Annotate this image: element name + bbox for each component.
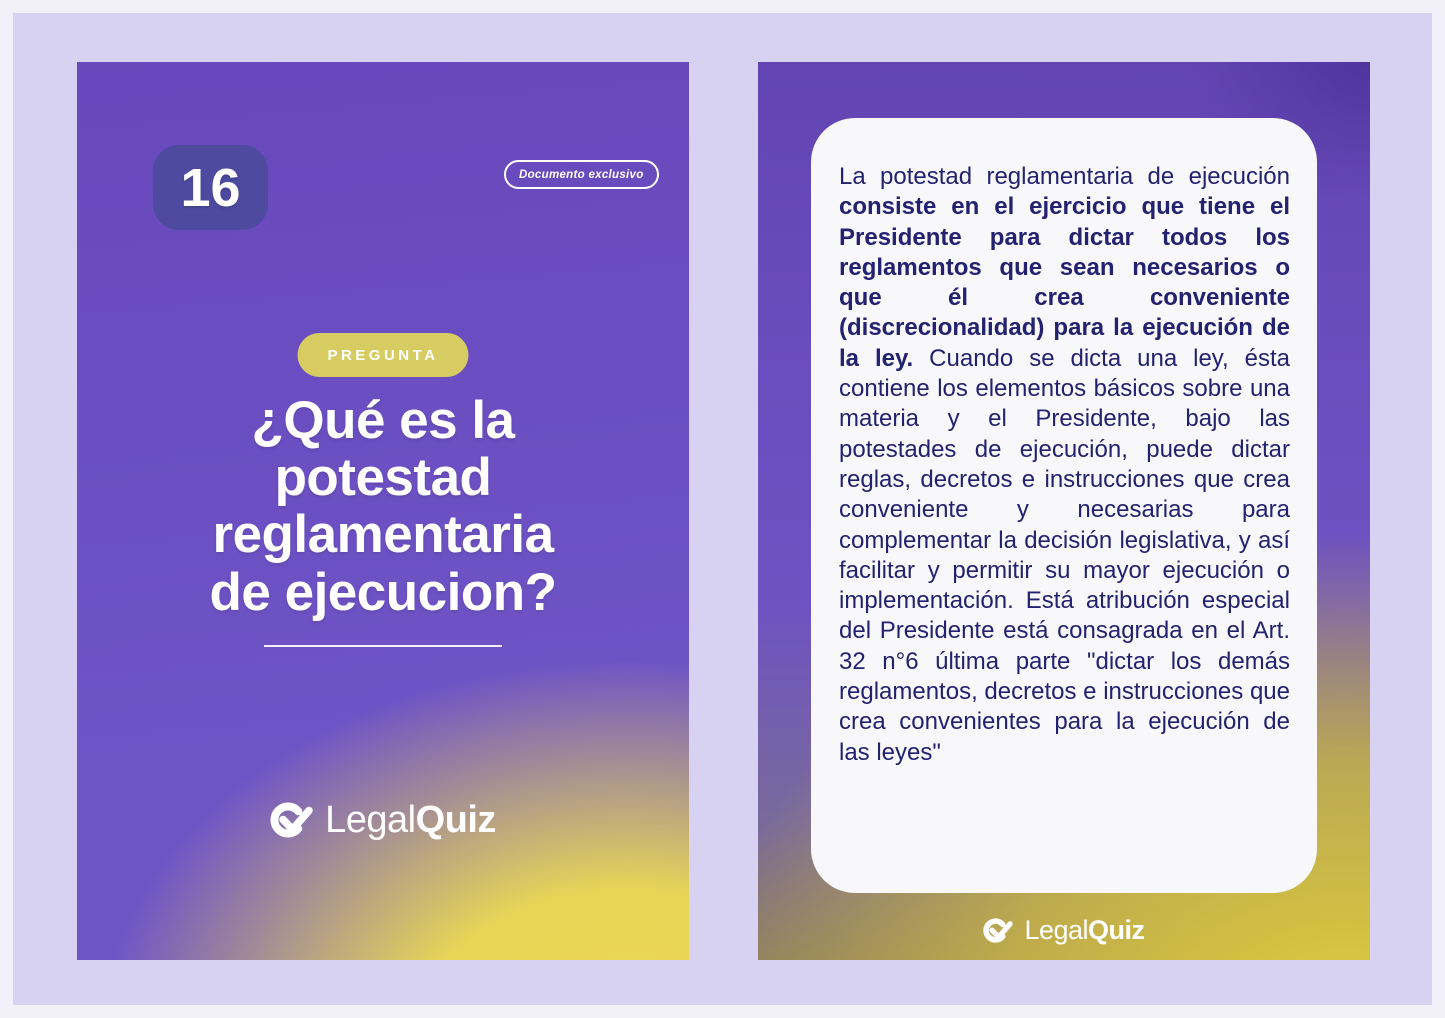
logo-quiz-text: Quiz [415, 798, 496, 841]
question-title-line: potestad [274, 448, 492, 508]
answer-sheet [811, 118, 1317, 893]
question-card [77, 62, 689, 960]
exclusive-badge-label: Documento exclusivo [519, 168, 644, 181]
question-title-line: de ejecucion? [209, 562, 557, 622]
legalquiz-checkmark-icon [983, 915, 1015, 946]
logo-legal-text: Legal [325, 798, 416, 841]
legalquiz-checkmark-icon [270, 798, 316, 842]
logo-legal-text: Legal [1024, 915, 1089, 945]
divider-line [264, 645, 502, 647]
answer-rest-text: Cuando se dicta una ley, ésta contiene los elementos básicos sobre una materia y el Presidente, bajo las potestades de ejecución, puede dictar reglas, decretos e instrucciones que crea conveniente y necesarias para complementar la decisión legislativa, y así facilitar y permitir su mayor ejecución o implementación. Está atribución especial del Presidente está consagrada en el Art. 32 n°6 última parte "dictar los demás reglamentos, decretos e instrucciones que crea convenientes para la ejecución de las leyes" [839, 344, 1290, 766]
question-title-line: ¿Qué es la [251, 391, 515, 450]
legalquiz-wordmark [325, 799, 496, 842]
answer-lead-text: La potestad reglamentaria de ejecución [839, 163, 1290, 190]
question-title-line: reglamentaria [212, 505, 554, 565]
logo-quiz-text: Quiz [1088, 915, 1145, 945]
category-badge: PREGUNTA [297, 333, 468, 377]
legalquiz-logo [77, 798, 689, 842]
question-title [77, 392, 689, 621]
answer-bold-text: consiste en el ejercicio que tiene el Presidente para dictar todos los reglamentos que sean necesarios o que él crea conveniente (discrecionalidad) para la ejecución de la ley. [839, 193, 1290, 372]
page-background [13, 13, 1432, 1005]
answer-text [839, 162, 1290, 768]
legalquiz-wordmark [1024, 915, 1144, 946]
exclusive-badge [504, 160, 659, 189]
legalquiz-logo [758, 915, 1370, 946]
answer-card [758, 62, 1370, 960]
question-number-badge: 16 [153, 145, 268, 230]
